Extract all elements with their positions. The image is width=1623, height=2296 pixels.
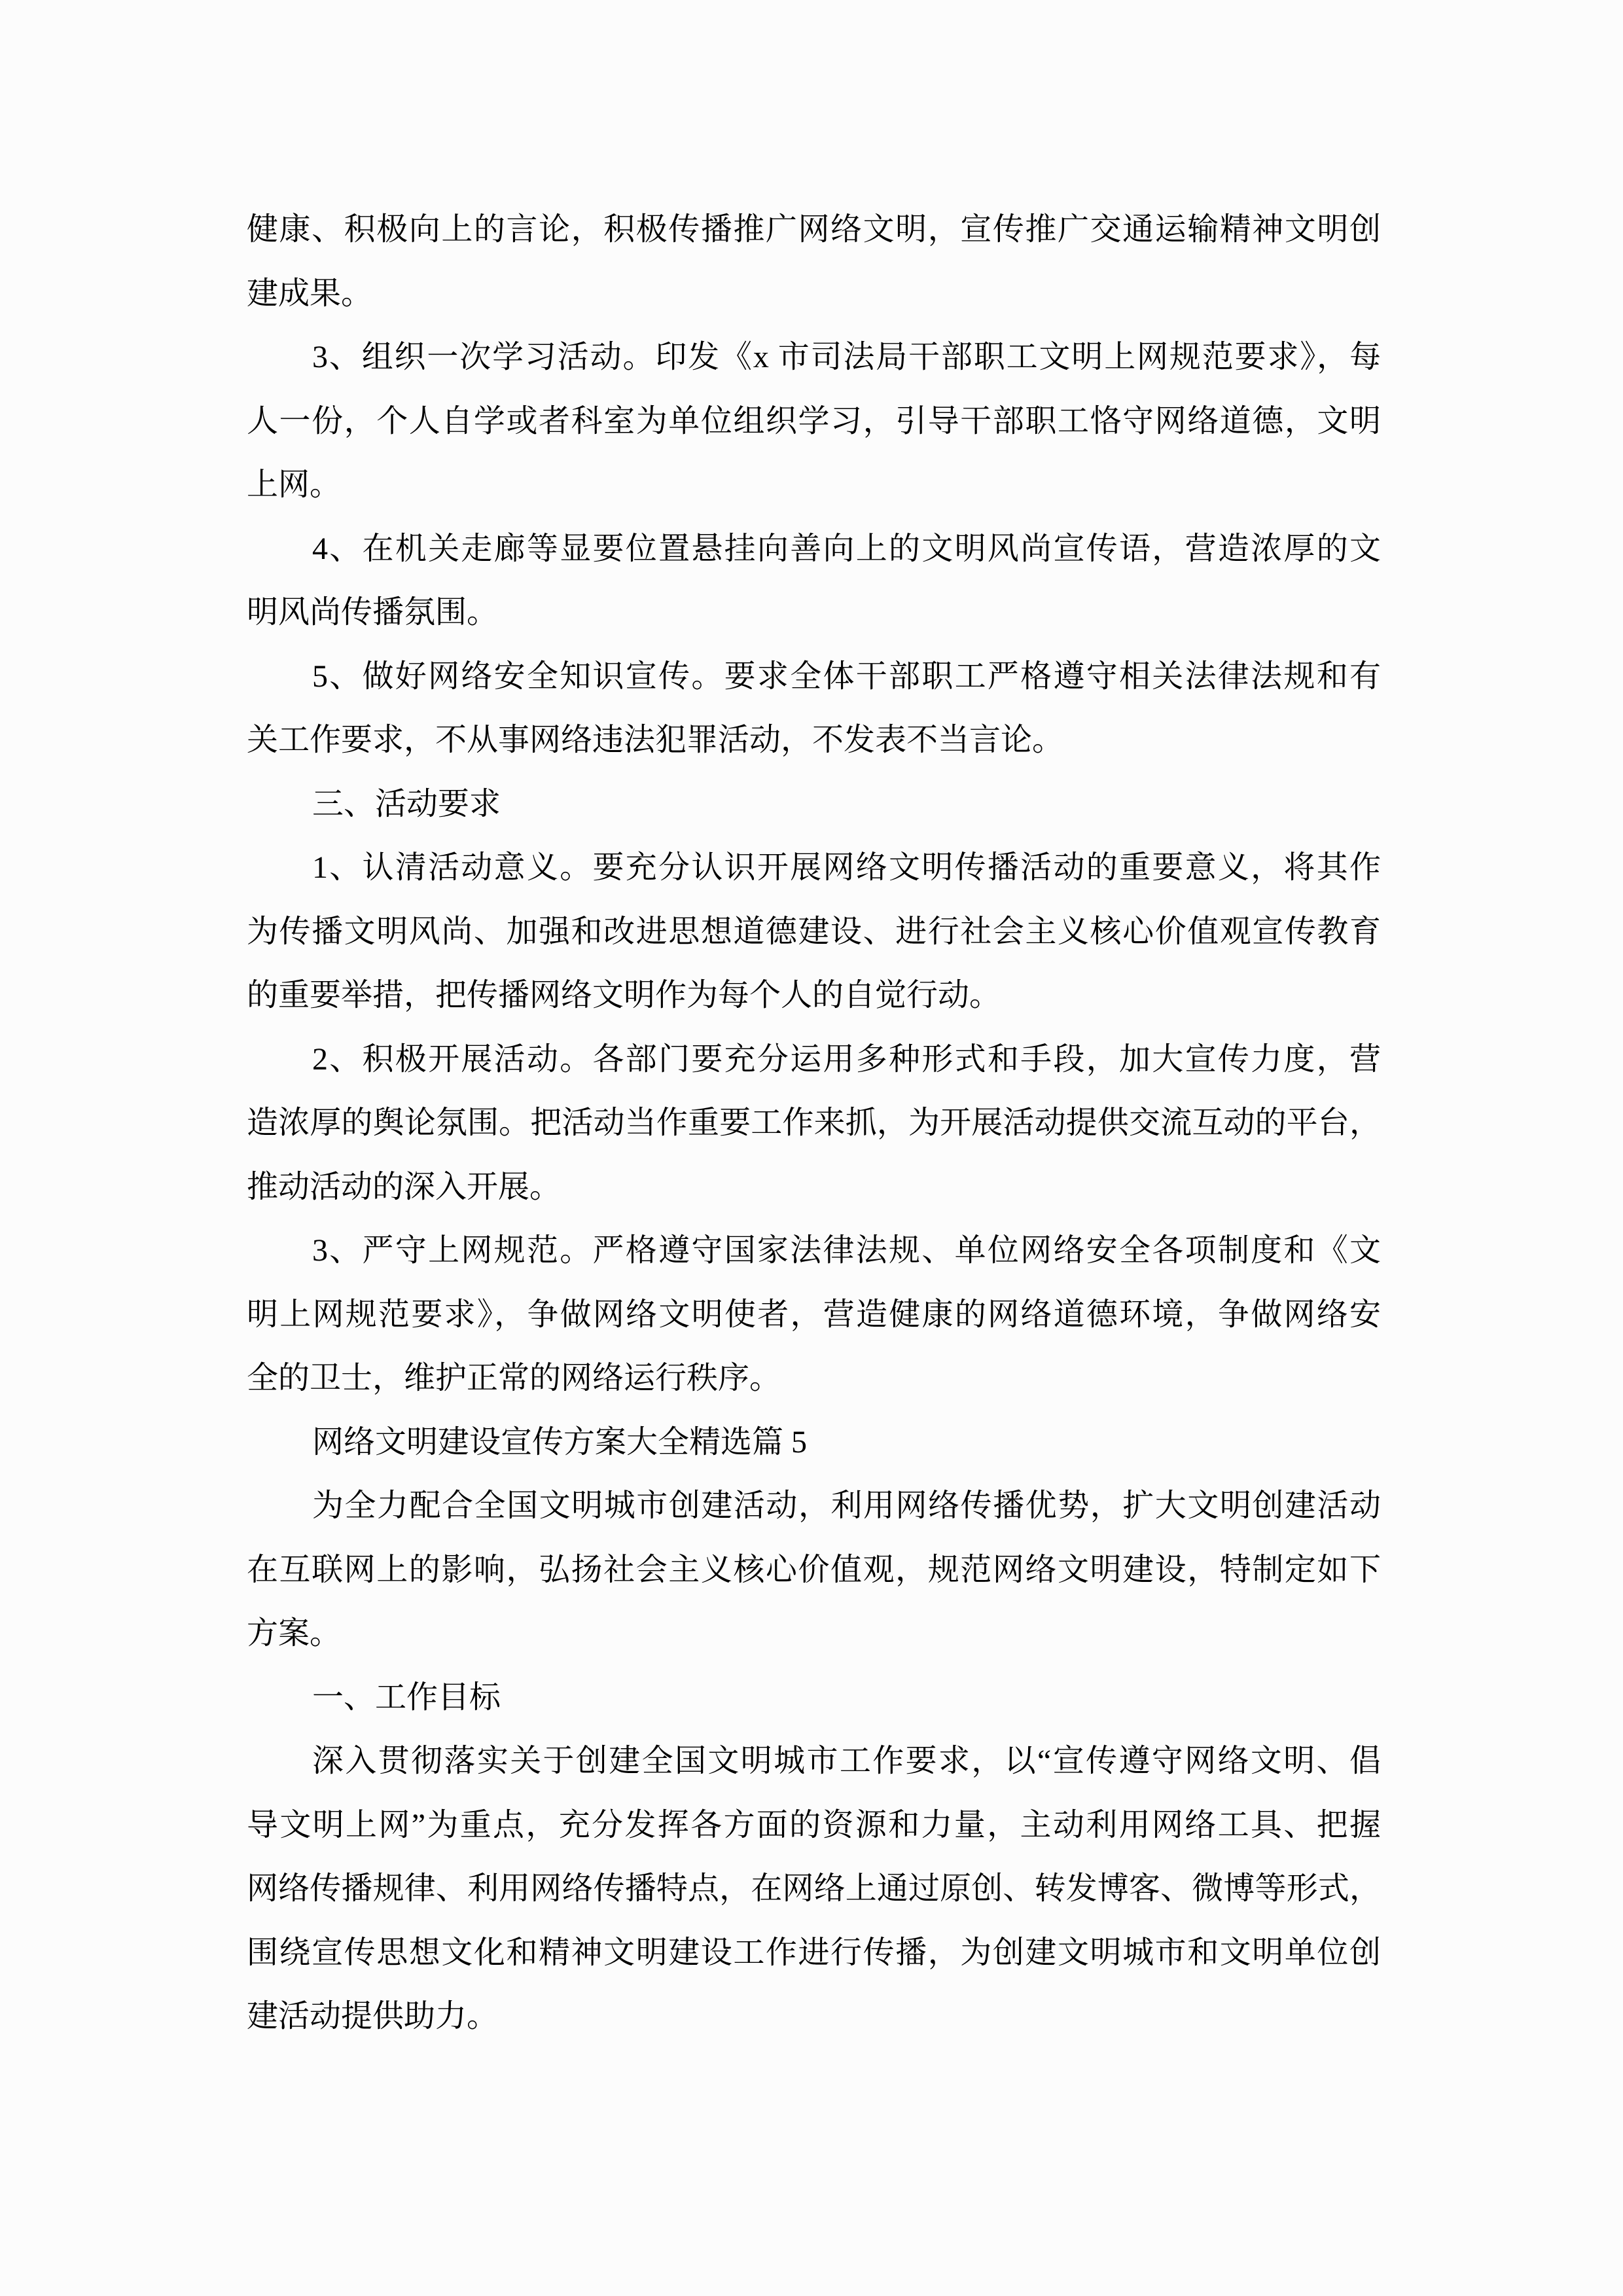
- text-line: 关工作要求，不从事网络违法犯罪活动，不发表不当言论。: [247, 723, 1064, 757]
- text-line: 的重要举措，把传播网络文明作为每个人的自觉行动。: [247, 978, 1001, 1013]
- document-text-block: [247, 198, 1381, 2049]
- text-line: 明上网规范要求》，争做网络文明使者，营造健康的网络道德环境，争做网络安: [247, 1297, 1381, 1332]
- text-line: 建成果。: [247, 276, 373, 311]
- text-line: 建活动提供助力。: [247, 1999, 499, 2034]
- text-line: 方案。: [247, 1616, 342, 1651]
- text-line: 三、活动要求: [312, 786, 501, 821]
- text-line: 2、积极开展活动。各部门要充分运用多种形式和手段，加大宣传力度，营: [312, 1041, 1381, 1077]
- text-line: 为传播文明风尚、加强和改进思想道德建设、进行社会主义核心价值观宣传教育: [247, 914, 1381, 949]
- text-line: 为全力配合全国文明城市创建活动，利用网络传播优势，扩大文明创建活动: [312, 1488, 1381, 1523]
- text-line: 3、严守上网规范。严格遵守国家法律法规、单位网络安全各项制度和《文: [312, 1233, 1381, 1268]
- text-line: 人一份，个人自学或者科室为单位组织学习，引导干部职工恪守网络道德，文明: [247, 403, 1381, 439]
- text-line: 一、工作目标: [312, 1679, 501, 1715]
- text-line: 上网。: [247, 467, 342, 502]
- text-line: 全的卫士，维护正常的网络运行秩序。: [247, 1361, 781, 1395]
- text-line: 4、在机关走廊等显要位置悬挂向善向上的文明风尚宣传语，营造浓厚的文: [312, 531, 1381, 566]
- text-line: 1、认清活动意义。要充分认识开展网络文明传播活动的重要意义，将其作: [312, 850, 1381, 885]
- text-line: 5、做好网络安全知识宣传。要求全体干部职工严格遵守相关法律法规和有: [312, 658, 1381, 694]
- text-line: 3、组织一次学习活动。印发《x 市司法局干部职工文明上网规范要求》，每: [312, 340, 1381, 374]
- text-line: 导文明上网”为重点，充分发挥各方面的资源和力量，主动利用网络工具、把握: [247, 1807, 1381, 1842]
- text-line: 网络传播规律、利用网络传播特点，在网络上通过原创、转发博客、微博等形式，: [247, 1871, 1381, 1906]
- text-line: 深入贯彻落实关于创建全国文明城市工作要求，以“宣传遵守网络文明、倡: [312, 1744, 1381, 1778]
- text-line: 网络文明建设宣传方案大全精选篇 5: [312, 1424, 808, 1460]
- text-line: 在互联网上的影响，弘扬社会主义核心价值观，规范网络文明建设，特制定如下: [247, 1552, 1381, 1587]
- text-line: 健康、积极向上的言论，积极传播推广网络文明，宣传推广交通运输精神文明创: [247, 212, 1381, 247]
- text-line: 造浓厚的舆论氛围。把活动当作重要工作来抓，为开展活动提供交流互动的平台，: [247, 1105, 1381, 1140]
- text-line: 围绕宣传思想文化和精神文明建设工作进行传播，为创建文明城市和文明单位创: [247, 1935, 1381, 1970]
- text-line: 明风尚传播氛围。: [247, 595, 499, 630]
- text-line: 推动活动的深入开展。: [247, 1169, 562, 1204]
